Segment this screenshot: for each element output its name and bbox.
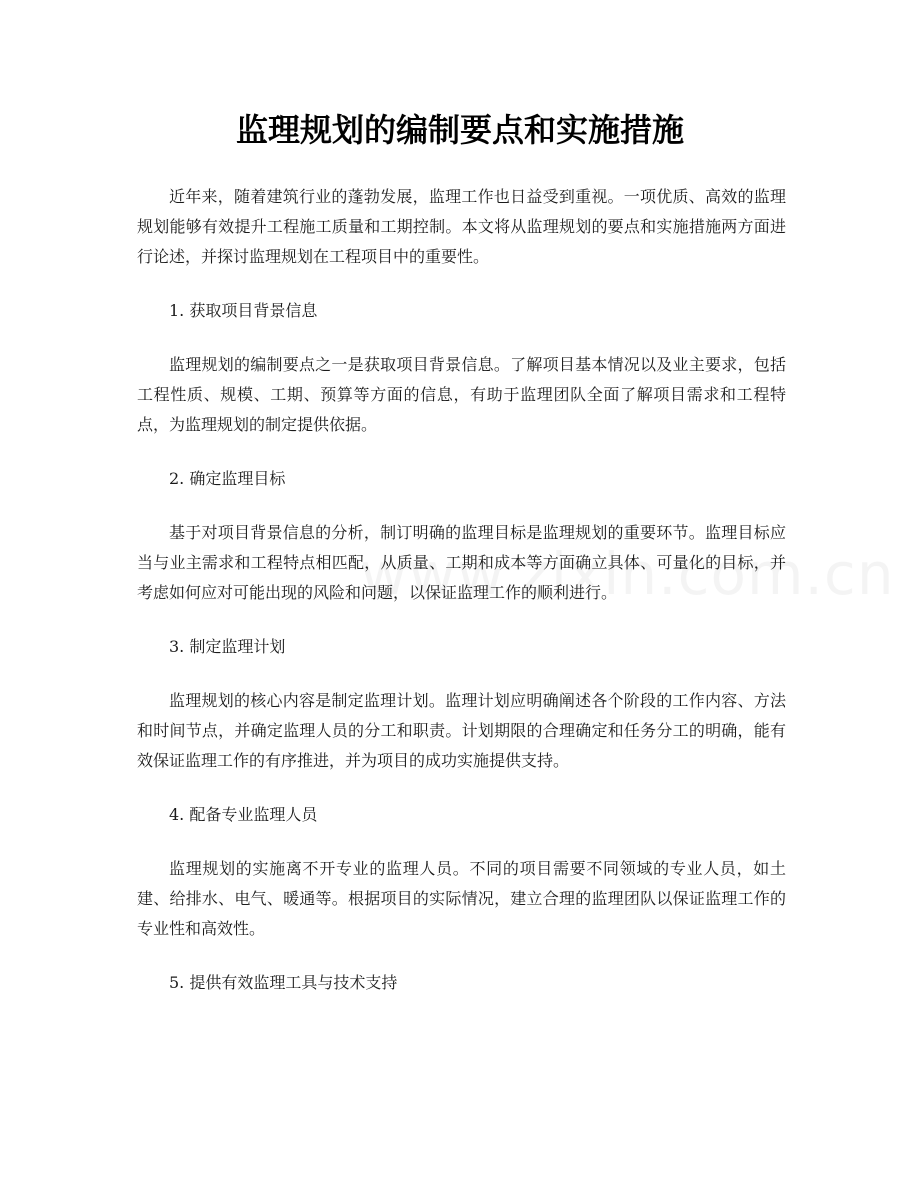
section-body-3: 监理规划的核心内容是制定监理计划。监理计划应明确阐述各个阶段的工作内容、方法和时间节点，并确定监理人员的分工和职责。计划期限的合理确定和任务分工的明确，能有效保证监理工作的有序推进，并为项目的成功实施提供支持。 xyxy=(137,691,786,770)
section-heading-1: 1. 获取项目背景信息 xyxy=(169,301,318,320)
section-body-1: 监理规划的编制要点之一是获取项目背景信息。了解项目基本情况以及业主要求，包括工程性质、规模、工期、预算等方面的信息，有助于监理团队全面了解项目需求和工程特点，为监理规划的制定提供依据。 xyxy=(137,355,786,434)
document-body xyxy=(137,182,786,1022)
intro-paragraph: 近年来，随着建筑行业的蓬勃发展，监理工作也日益受到重视。一项优质、高效的监理规划能够有效提升工程施工质量和工期控制。本文将从监理规划的要点和实施措施两方面进行论述，并探讨监理规划在工程项目中的重要性。 xyxy=(137,187,786,266)
section-body-2: 基于对项目背景信息的分析，制订明确的监理目标是监理规划的重要环节。监理目标应当与业主需求和工程特点相匹配，从质量、工期和成本等方面确立具体、可量化的目标，并考虑如何应对可能出现的风险和问题，以保证监理工作的顺利进行。 xyxy=(137,523,786,602)
document-title: 监理规划的编制要点和实施措施 xyxy=(235,111,684,149)
section-body-4: 监理规划的实施离不开专业的监理人员。不同的项目需要不同领域的专业人员，如土建、给排水、电气、暖通等。根据项目的实际情况，建立合理的监理团队以保证监理工作的专业性和高效性。 xyxy=(137,859,786,938)
section-heading-2: 2. 确定监理目标 xyxy=(169,469,286,488)
section-heading-3: 3. 制定监理计划 xyxy=(169,637,286,656)
section-heading-4: 4. 配备专业监理人员 xyxy=(169,805,318,824)
section-heading-5: 5. 提供有效监理工具与技术支持 xyxy=(169,973,398,992)
